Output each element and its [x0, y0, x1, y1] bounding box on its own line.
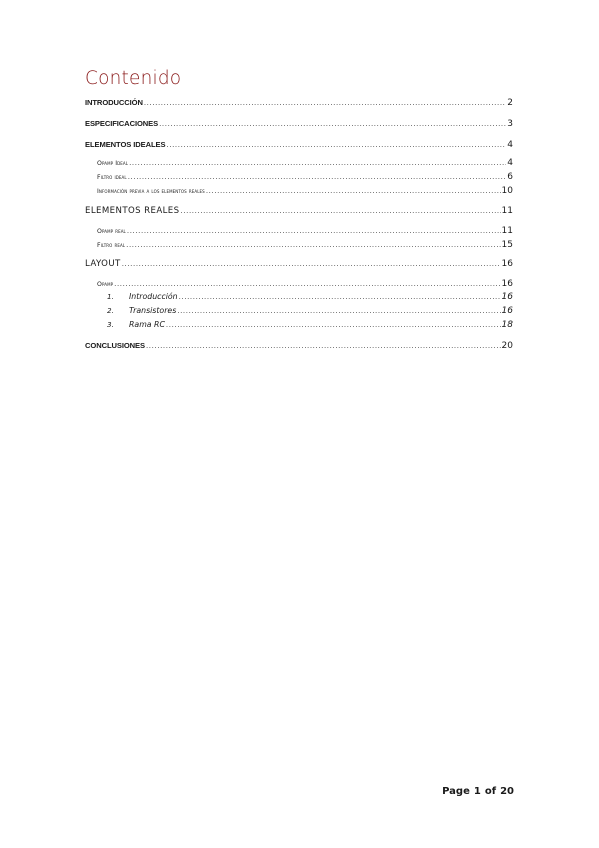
footer-total-pages: 20 — [500, 786, 514, 797]
toc-entry-page: 4 — [507, 140, 513, 150]
toc-entry-page: 20 — [501, 341, 513, 351]
toc-entry-opamp-real[interactable] — [97, 226, 513, 236]
dot-leader — [122, 260, 501, 268]
toc-entry-label: ESPECIFICACIONES — [85, 119, 159, 128]
footer-page-word: Page — [442, 786, 470, 797]
dot-leader — [146, 342, 501, 350]
toc-entry-label: Rama RC — [129, 320, 165, 329]
toc-entry-number: 1. — [107, 292, 114, 301]
toc-entry-introduccion[interactable] — [85, 98, 513, 108]
table-of-contents — [85, 0, 513, 400]
toc-entry-page: 18 — [501, 320, 513, 330]
toc-entry-label: LAYOUT — [85, 259, 121, 269]
toc-entry-label: ELEMENTOS IDEALES — [85, 140, 166, 149]
toc-entry-conclusiones[interactable] — [85, 341, 513, 351]
toc-entry-label: Transistores — [129, 306, 177, 315]
toc-entry-page: 6 — [507, 172, 513, 182]
toc-entry-label: ELEMENTOS REALES — [85, 206, 180, 216]
toc-entry-label: INTRODUCCIÓN — [85, 98, 143, 107]
toc-entry-page: 16 — [501, 259, 513, 269]
toc-entry-transistores[interactable] — [107, 306, 513, 316]
toc-entry-opamp-ideal[interactable] — [97, 158, 513, 168]
toc-entry-page: 11 — [501, 226, 513, 236]
page-footer — [442, 786, 514, 797]
toc-entry-page: 3 — [507, 119, 513, 129]
dot-leader — [206, 187, 501, 195]
toc-entry-elementos-reales[interactable] — [85, 206, 513, 216]
toc-heading: Contenido — [85, 68, 182, 89]
dot-leader — [144, 99, 506, 107]
dot-leader — [180, 207, 500, 215]
dot-leader — [126, 241, 500, 249]
toc-entry-especificaciones[interactable] — [85, 119, 513, 129]
dot-leader — [179, 293, 501, 301]
dot-leader — [166, 141, 506, 149]
toc-entry-number: 2. — [107, 306, 114, 315]
toc-entry-page: 10 — [501, 186, 513, 196]
toc-entry-label: Opamp Ideal — [97, 160, 129, 167]
footer-of-word: of — [484, 786, 497, 797]
toc-entry-label: Opamp real — [97, 228, 126, 235]
toc-entry-number: 3. — [107, 320, 114, 329]
dot-leader — [127, 227, 501, 235]
toc-entry-page: 16 — [501, 279, 513, 289]
toc-entry-label: CONCLUSIONES — [85, 341, 145, 350]
dot-leader — [128, 173, 507, 181]
toc-entry-rama-rc[interactable] — [107, 320, 513, 330]
toc-entry-page: 15 — [501, 240, 513, 250]
toc-entry-label: Filtro real — [97, 242, 126, 249]
toc-entry-page: 2 — [507, 98, 513, 108]
toc-entry-filtro-ideal[interactable] — [97, 172, 513, 182]
toc-entry-label: Filtro ideal — [97, 174, 127, 181]
toc-entry-filtro-real[interactable] — [97, 240, 513, 250]
toc-entry-page: 16 — [501, 292, 513, 302]
toc-entry-elementos-ideales[interactable] — [85, 140, 513, 150]
toc-entry-page: 11 — [501, 206, 513, 216]
toc-entry-label: Introducción — [129, 292, 178, 301]
toc-entry-informacion-previa[interactable] — [97, 186, 513, 196]
footer-current-page: 1 — [473, 786, 481, 797]
toc-entry-page: 16 — [501, 306, 513, 316]
dot-leader — [177, 307, 500, 315]
toc-entry-opamp[interactable] — [97, 279, 513, 289]
toc-entry-label: Información previa a los elementos reales — [97, 188, 205, 195]
dot-leader — [166, 321, 501, 329]
toc-entry-page: 4 — [507, 158, 513, 168]
dot-leader — [114, 280, 500, 288]
toc-entry-introduccion-layout[interactable] — [107, 292, 513, 302]
toc-entry-label: Opamp — [97, 281, 114, 288]
dot-leader — [129, 159, 506, 167]
toc-entry-layout[interactable] — [85, 259, 513, 269]
dot-leader — [159, 120, 506, 128]
